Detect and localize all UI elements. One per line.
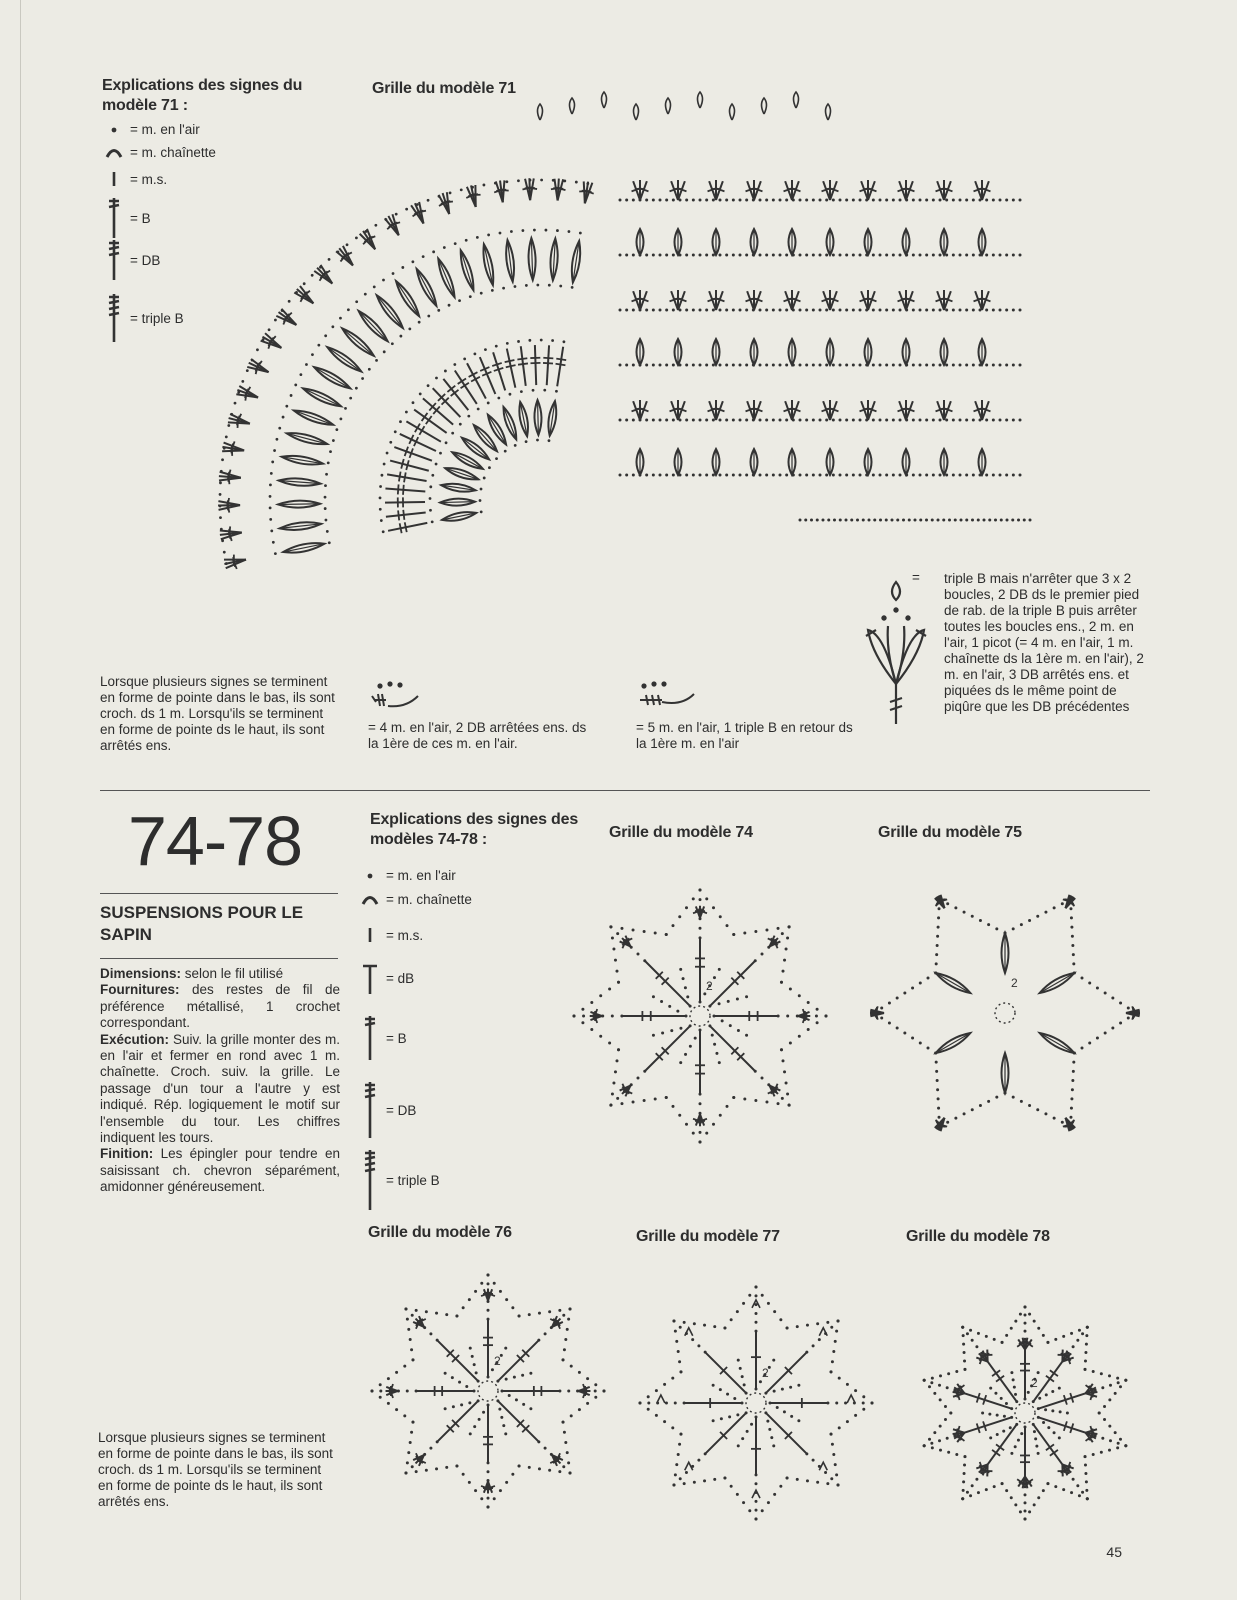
legend-label: = m.s. [130,171,168,187]
grid-title-78: Grille du modèle 78 [906,1228,1050,1245]
legend-item-tripleB [360,1148,440,1212]
legend-label: = DB [130,252,161,268]
legend-item-dot [104,122,200,137]
svg-text:2: 2 [1011,976,1018,990]
symbol-5ch-tripleb-icon [636,680,706,716]
legend-label: = m. en l'air [386,868,456,883]
diagram-grid-71 [240,80,1040,610]
execution: Suiv. la grille monter des m. en l'air et fermer en rond avec 1 m. chaînette. Croch. suiv. la grille. Le passage d'un tour a l'autre y est indiqué. Rép. logiquement le motif sur l'ensemble du tour. Les chiffres indiquent les tours. [100,1031,340,1146]
section-divider [100,790,1150,791]
legend-item-arc [360,890,472,908]
page-number: 45 [1106,1544,1122,1560]
ms-symbol-icon [104,168,124,190]
fournitures-label: Fournitures: [100,982,180,998]
sym-note-3: triple B mais n'arrêter que 3 x 2 boucles, 2 DB ds le premier pied de rab. de la triple B puis arrêter toutes les boucles ens., 2 m. en l'air, 1 picot (= 4 m. en l'air, 1 m. chaînette ds la 1ère m. en l'air), 2 m. en l'air, 3 DB arrêtés ens. et piquées ds le même point de piqûre que les DB précédentes [944,571,1144,714]
arc-symbol-icon [104,143,124,161]
instructions [100,966,340,1196]
dot-symbol-icon [360,869,380,883]
note-74-78: Lorsque plusieurs signes se terminent en forme de pointe dans le bas, ils sont croch. ds 1 m. Lorsqu'ils se terminent en forme de pointe ds le haut, ils sont arrêtés ens. [98,1430,333,1509]
diagram-grid-74 [555,868,845,1148]
page-edge [20,0,21,1600]
legend-label: = triple B [130,310,184,326]
dB-symbol-icon [360,960,380,996]
legend-label: = m.s. [386,927,424,943]
title-rule-bottom [100,958,338,959]
pattern-number: 74-78 [128,802,303,880]
note-71: Lorsque plusieurs signes se terminent en forme de pointe dans le bas, ils sont croch. ds 1 m. Lorsqu'ils se terminent en forme de pointe ds le haut, ils sont arrêtés ens. [100,674,335,753]
tripleB-symbol-icon [104,292,124,344]
dimensions: selon le fil utilisé [184,966,284,981]
sym-note-1: = 4 m. en l'air, 2 DB arrêtées ens. ds la 1ère de ces m. en l'air. [368,720,587,751]
DB-symbol-icon [360,1080,380,1140]
legend-item-ms [104,168,167,190]
sym-note-2: = 5 m. en l'air, 1 triple B en retour ds la 1ère m. en l'air [636,720,853,751]
diagram-grid-77 [626,1260,886,1530]
grid-title-77: Grille du modèle 77 [636,1228,780,1245]
section-title: SUSPENSIONS POUR LE SAPIN [100,903,304,944]
sym-note-3-eq: = [912,570,920,585]
fournitures: des restes de fil de préférence métallisé, 1 crochet correspondant. [100,982,340,1031]
diagram-grid-78 [905,1285,1145,1525]
legend-label: = m. chaînette [130,144,216,160]
svg-text:2: 2 [1031,1376,1038,1390]
svg-text:2: 2 [706,979,713,993]
legend-label: = m. chaînette [386,891,472,907]
grid-title-71: Grille du modèle 71 [372,80,516,97]
legend-item-dB [360,960,414,996]
legend-label: = B [386,1030,407,1046]
legend-item-arc [104,143,216,161]
grid-title-75: Grille du modèle 75 [878,824,1022,841]
legend-label: = triple B [386,1172,440,1188]
legend-item-DB [104,238,160,282]
legend-item-B [360,1014,407,1062]
legend-label: = m. en l'air [130,122,200,137]
svg-text:2: 2 [762,1366,769,1380]
finition: Les épingler pour tendre en saisissant ch. chevron séparément, amidonner généreusement. [100,1146,340,1195]
dimensions-label: Dimensions: [100,966,182,981]
diagram-grid-75 [855,860,1155,1150]
arc-symbol-icon [360,890,380,908]
tripleB-symbol-icon [360,1148,380,1212]
legend-item-B [104,196,151,240]
DB-symbol-icon [104,238,124,282]
legend-label: = dB [386,970,415,986]
B-symbol-icon [104,196,124,240]
svg-text:2: 2 [494,1354,501,1368]
ms-symbol-icon [360,920,380,950]
execution-label: Exécution: [100,1031,170,1047]
B-symbol-icon [360,1014,380,1062]
legend-title-74-78: Explications des signes des modèles 74-78 : [370,811,579,848]
finition-label: Finition: [100,1146,154,1162]
symbol-4ch-2db-icon [368,680,428,720]
grid-title-74: Grille du modèle 74 [609,824,753,841]
grid-title-76: Grille du modèle 76 [368,1224,512,1241]
legend-item-dot [360,868,456,883]
symbol-tulip-picot-icon [866,574,936,734]
diagram-grid-76 [358,1248,618,1518]
dot-symbol-icon [104,123,124,137]
legend-label: = B [130,210,151,226]
title-rule-top [100,893,338,894]
legend-label: = DB [386,1102,417,1118]
legend-item-ms [360,920,423,950]
legend-item-DB [360,1080,416,1140]
legend-item-tripleB [104,292,184,344]
legend-title-71: Explications des signes du modèle 71 : [102,77,303,114]
